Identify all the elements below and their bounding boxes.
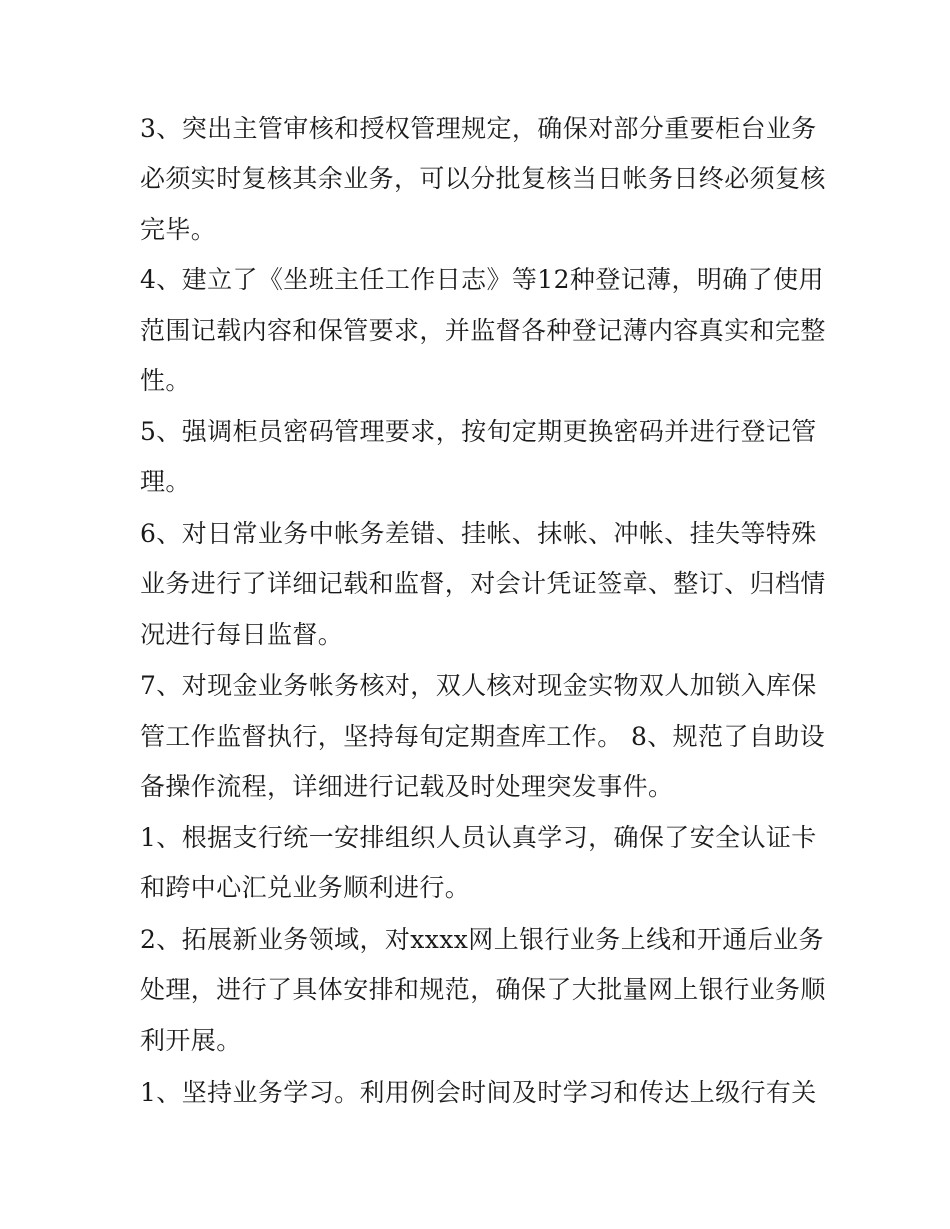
text-line: 2、拓展新业务领域，对xxxx网上银行业务上线和开通后业务: [140, 925, 824, 954]
text-line: 性。: [140, 366, 191, 395]
text-line: 4、建立了《坐班主任工作日志》等12种登记薄，明确了使用: [140, 265, 824, 294]
text-line: 3、突出主管审核和授权管理规定，确保对部分重要柜台业务: [140, 114, 817, 143]
text-line: 6、对日常业务中帐务差错、挂帐、抹帐、冲帐、挂失等特殊: [140, 519, 817, 548]
text-line: 7、对现金业务帐务核对，双人核对现金实物双人加锁入库保: [140, 671, 817, 700]
text-line: 和跨中心汇兑业务顺利进行。: [140, 873, 471, 902]
text-line: 完毕。: [140, 215, 217, 244]
text-line: 1、根据支行统一安排组织人员认真学习，确保了安全认证卡: [140, 823, 817, 852]
text-line: 理。: [140, 467, 191, 496]
text-line: 业务进行了详细记载和监督，对会计凭证签章、整订、归档情: [140, 569, 826, 598]
text-line: 处理，进行了具体安排和规范，确保了大批量网上银行业务顺: [140, 975, 826, 1004]
text-line: 备操作流程，详细进行记载及时处理突发事件。: [140, 772, 674, 801]
text-line: 必须实时复核其余业务，可以分批复核当日帐务日终必须复核: [140, 164, 826, 193]
text-line: 管工作监督执行，坚持每旬定期查库工作。 8、规范了自助设: [140, 722, 826, 751]
text-line: 5、强调柜员密码管理要求，按旬定期更换密码并进行登记管: [140, 417, 817, 446]
text-line: 1、坚持业务学习。利用例会时间及时学习和传达上级行有关: [140, 1078, 817, 1107]
text-line: 利开展。: [140, 1026, 242, 1055]
text-line: 况进行每日监督。: [140, 620, 344, 649]
text-line: 范围记载内容和保管要求，并监督各种登记薄内容真实和完整: [140, 316, 826, 345]
